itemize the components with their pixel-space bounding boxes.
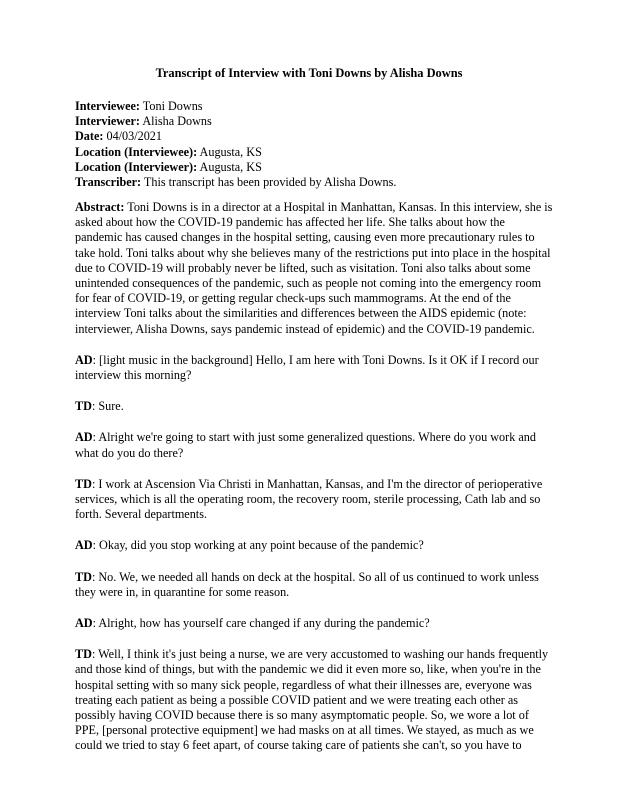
abstract-text: Toni Downs is in a director at a Hospital in Manhattan, Kansas. In this interview, she is asked about how the COVID-19 pandemic has affected her life. She talks about how the pandemic has caused changes in the hospital setting, causing even more precautionary rules to take hold. Toni talks about why she believes many of the restrictions put into place in the hospital due to COVID-19 will probably never be lifted, such as visitation. Toni also talks about some unintended consequences of the pandemic, such as people not coming into the emergency room for fear of COVID-19, or getting regular check-ups such mammograms. At the end of the interview Toni talks about the similarities and differences between the AIDS epidemic (note: interviewer, Alisha Downs, says pandemic instead of epidemic) and the COVID-19 pandemic.	[75, 200, 553, 336]
dialogue-turn	[75, 647, 553, 753]
dialogue-turn	[75, 399, 553, 414]
meta-date	[75, 129, 555, 144]
abstract-paragraph	[75, 200, 553, 337]
meta-label: Interviewer:	[75, 114, 140, 129]
dialogue-turn	[75, 616, 553, 631]
meta-value: 04/03/2021	[103, 129, 162, 144]
meta-label: Location (Interviewee):	[75, 144, 198, 159]
utterance-text: : Sure.	[91, 399, 124, 414]
meta-value: Toni Downs	[139, 99, 203, 113]
meta-value: Alisha Downs	[139, 114, 212, 129]
meta-interviewee	[75, 99, 555, 114]
speaker-label: TD	[75, 569, 92, 584]
utterance-text: : Alright, how has yourself care changed if any during the pandemic?	[92, 616, 430, 631]
speaker-label: TD	[75, 399, 92, 414]
meta-label: Date:	[75, 129, 104, 144]
abstract-label: Abstract:	[75, 200, 125, 214]
meta-value: Augusta, KS	[197, 144, 262, 159]
metadata-block	[75, 99, 555, 190]
meta-value: Augusta, KS	[197, 159, 262, 174]
utterance-text: : Okay, did you stop working at any point because of the pandemic?	[92, 538, 424, 553]
speaker-label: TD	[75, 647, 92, 662]
meta-transcriber	[75, 175, 555, 190]
speaker-label: AD	[75, 352, 93, 367]
meta-label: Location (Interviewer):	[75, 159, 198, 174]
speaker-label: AD	[75, 538, 93, 553]
meta-location-interviewer	[75, 160, 555, 175]
utterance-text: : I work at Ascension Via Christi in Manhattan, Kansas, and I'm the director of perioperative services, which is all the operating room, the recovery room, sterile processing, Cath lab and so forth. Several departments.	[75, 476, 543, 522]
speaker-label: AD	[75, 430, 93, 445]
utterance-text: : No. We, we needed all hands on deck at the hospital. So all of us continued to work unless they were in, in quarantine for some reason.	[75, 569, 539, 599]
speaker-label: TD	[75, 476, 92, 491]
meta-label: Transcriber:	[75, 175, 142, 190]
utterance-text: : [light music in the background] Hello, I am here with Toni Downs. Is it OK if I record our interview this morning?	[75, 352, 539, 383]
meta-label: Interviewee:	[75, 99, 140, 113]
dialogue-turn	[75, 570, 553, 600]
meta-value: This transcript has been provided by Alisha Downs.	[141, 175, 397, 190]
dialogue-turn	[75, 430, 553, 460]
dialogue-turn	[75, 353, 553, 383]
speaker-label: AD	[75, 616, 93, 631]
document-title: Transcript of Interview with Toni Downs by Alisha Downs	[155, 66, 463, 80]
meta-interviewer	[75, 114, 555, 129]
meta-location-interviewee	[75, 145, 555, 160]
dialogue-turn	[75, 477, 553, 523]
transcript-body	[75, 200, 553, 770]
utterance-text: : Well, I think it's just being a nurse, we are very accustomed to washing our hands frequently and those kind of things, but with the pandemic we did it even more so, like, when you're in the hospital setting with so many sick people, regardless of what their illnesses are, everyone was treating each patient as being a possible COVID patient and we were treating each other as possibly having COVID because there is so many asymptomatic people. So, we wore a lot of PPE, [personal protective equipment] we had masks on at all times. We stayed, as much as we could we tried to stay 6 feet apart, of course taking care of patients she can't, so you have to	[75, 647, 549, 753]
dialogue-turn	[75, 538, 553, 553]
utterance-text: : Alright we're going to start with just some generalized questions. Where do you work and what do you do there?	[75, 430, 536, 460]
